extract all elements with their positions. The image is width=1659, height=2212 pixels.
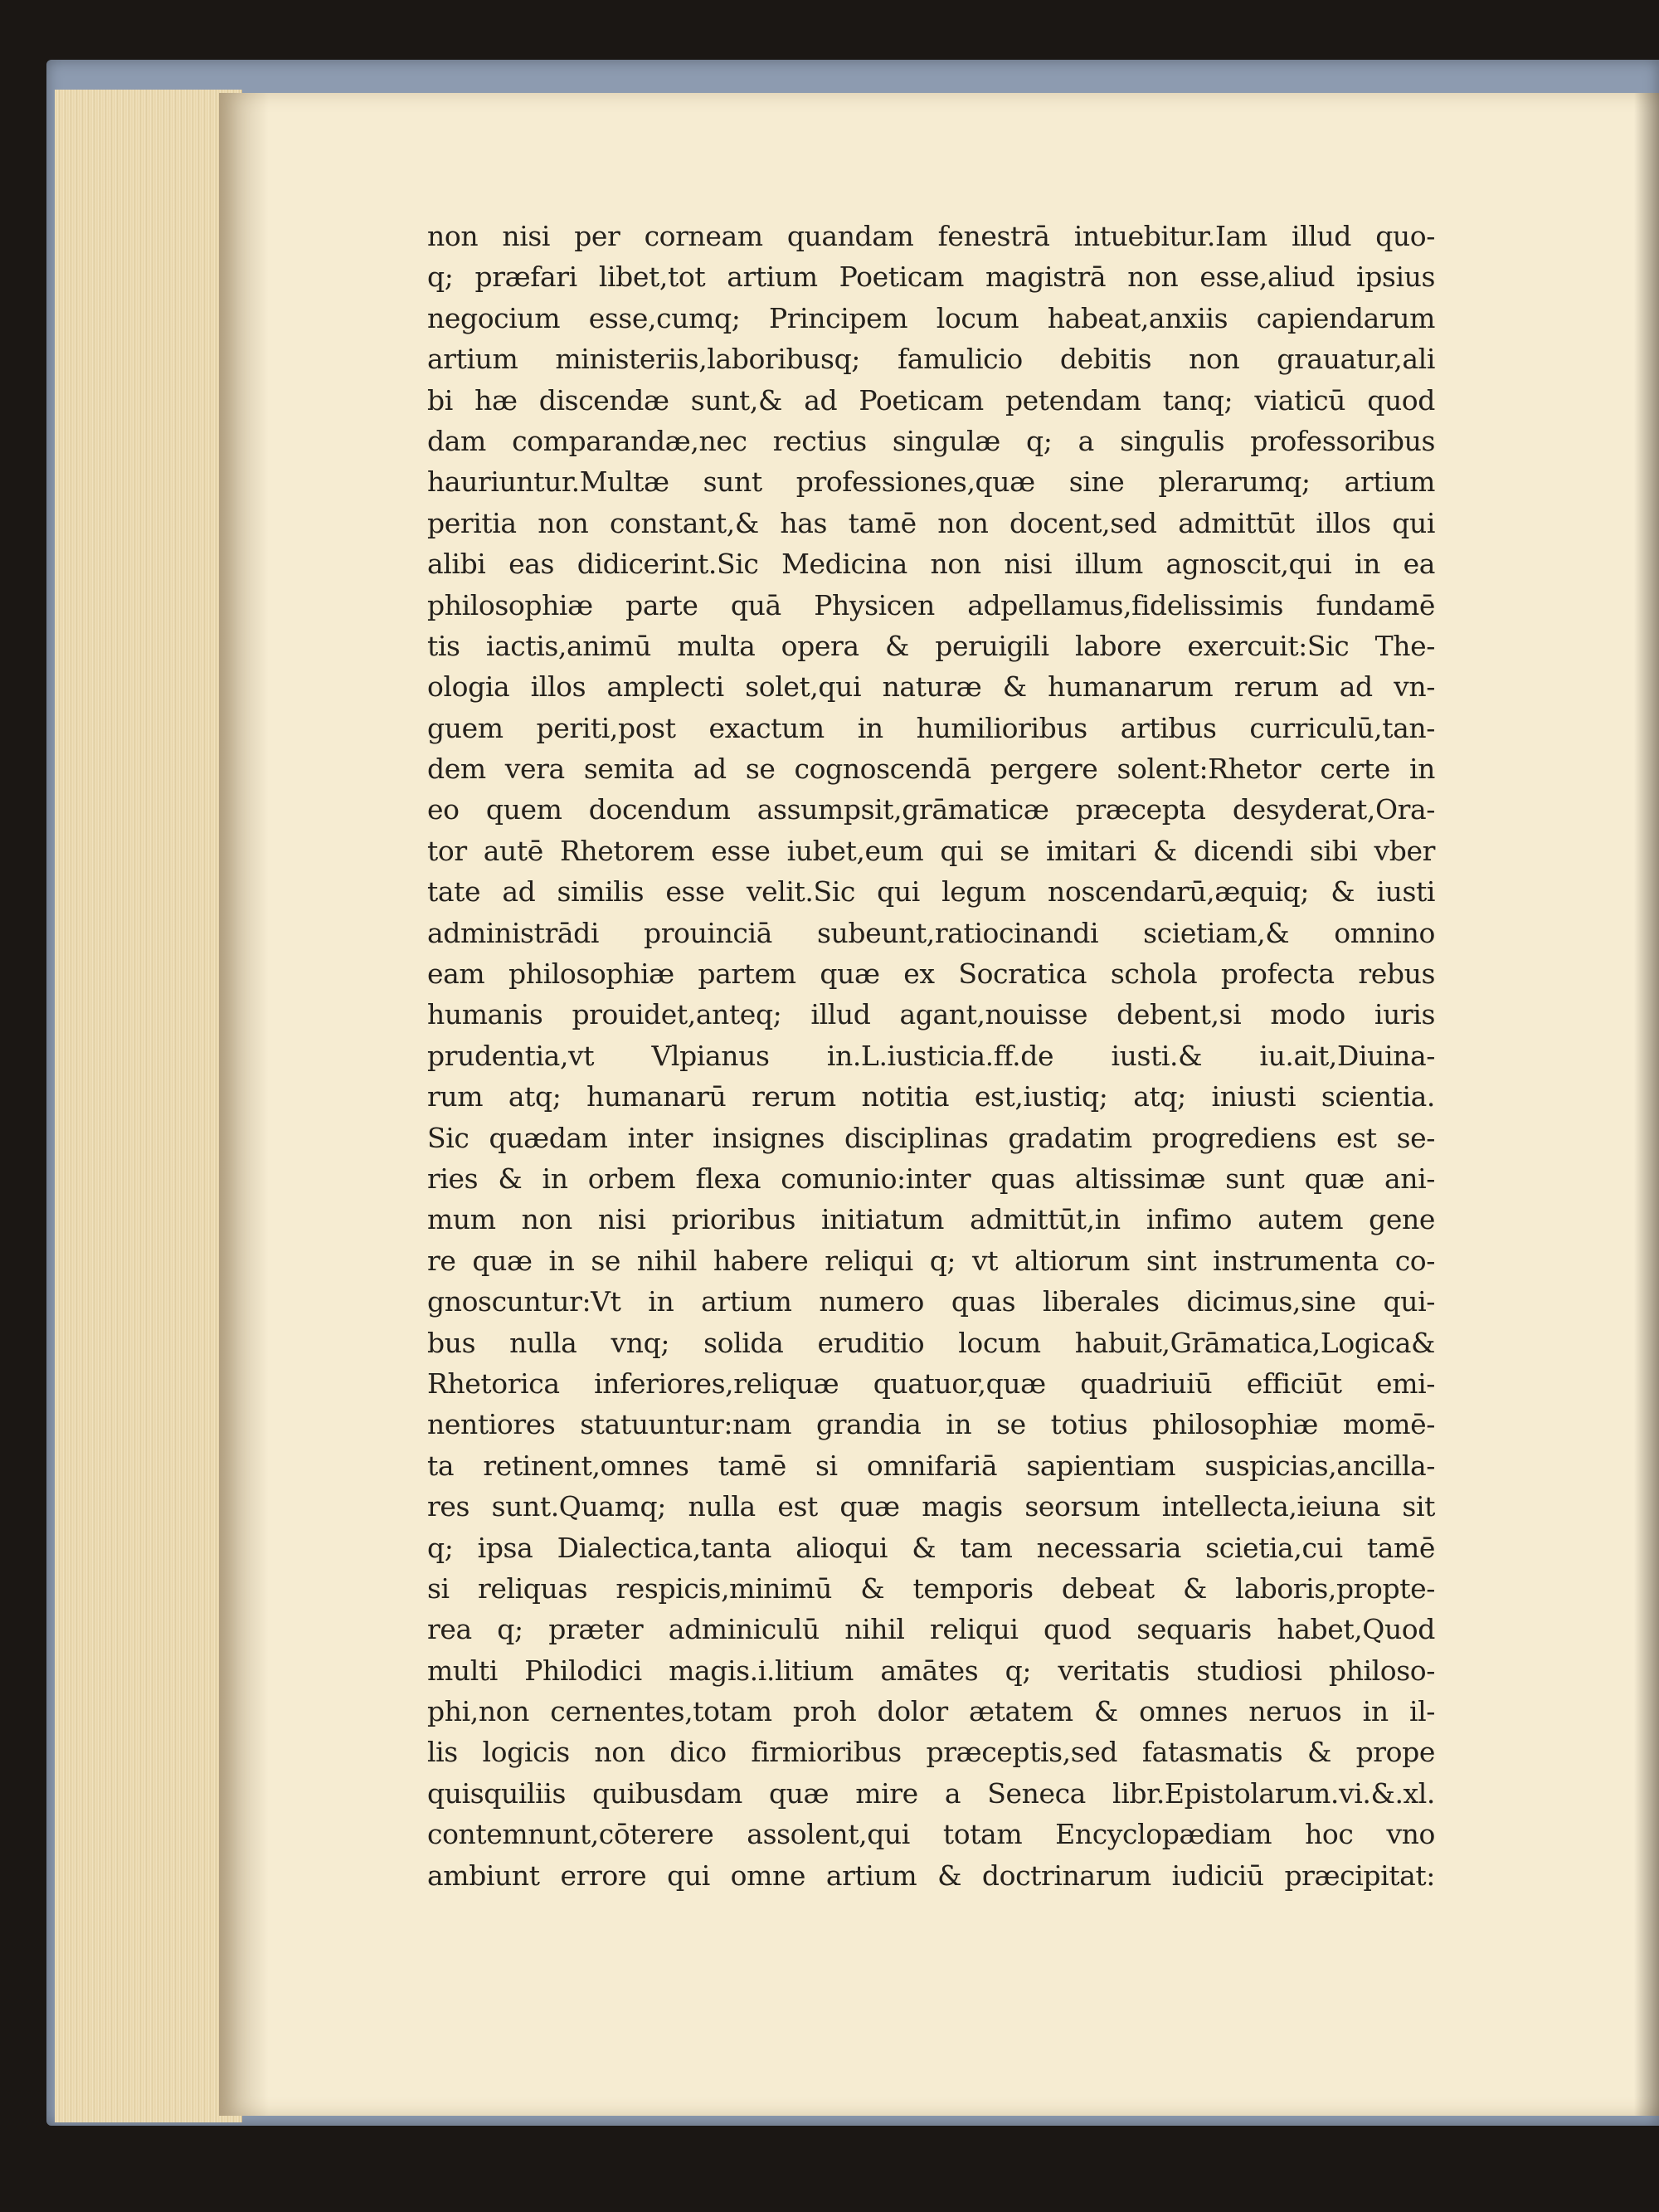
gutter-shadow xyxy=(219,93,269,2116)
text-line: quisquiliis quibusdam quæ mire a Seneca libr.Epistolarum.vi.&.xl. xyxy=(427,1776,1435,1810)
text-line: tor autē Rhetorem esse iubet,eum qui se imitari & dicendi sibi vber xyxy=(427,834,1435,867)
text-line: dam comparandæ,nec rectius singulæ q; a singulis professoribus xyxy=(427,424,1435,457)
text-line: mum non nisi prioribus initiatum admittūt,in infimo autem gene xyxy=(427,1203,1435,1236)
text-line: eam philosophiæ partem quæ ex Socratica schola profecta rebus xyxy=(427,957,1435,991)
text-line: artium ministeriis,laboribusq; famulicio debitis non grauatur,ali xyxy=(427,343,1435,376)
text-line: ries & in orbem flexa comunio:inter quas altissimæ sunt quæ ani- xyxy=(427,1162,1435,1195)
page-edge-shadow xyxy=(1634,93,1659,2116)
text-line: multi Philodici magis.i.litium amātes q; veritatis studiosi philoso- xyxy=(427,1654,1435,1687)
text-line: bi hæ discendæ sunt,& ad Poeticam petendam tanq; viaticū quod xyxy=(427,383,1435,417)
text-line: ambiunt errore qui omne artium & doctrinarum iudiciū præcipitat: xyxy=(427,1859,1435,1892)
text-line: nentiores statuuntur:nam grandia in se totius philosophiæ momē- xyxy=(427,1408,1435,1441)
text-line: tate ad similis esse velit.Sic qui legum noscendarū,æquiq; & iusti xyxy=(427,875,1435,909)
text-line: ologia illos amplecti solet,qui naturæ & humanarum rerum ad vn- xyxy=(427,670,1435,704)
text-line: contemnunt,cōterere assolent,qui totam Encyclopædiam hoc vno xyxy=(427,1818,1435,1851)
text-line: dem vera semita ad se cognoscendā pergere solent:Rhetor certe in xyxy=(427,753,1435,786)
text-line: alibi eas didicerint.Sic Medicina non nisi illum agnoscit,qui in ea xyxy=(427,548,1435,581)
text-line: q; præfari libet,tot artium Poeticam magistrā non esse,aliud ipsius xyxy=(427,261,1435,294)
text-line: negocium esse,cumq; Principem locum habeat,anxiis capiendarum xyxy=(427,301,1435,334)
text-line: humanis prouidet,anteq; illud agant,nouisse debent,si modo iuris xyxy=(427,998,1435,1031)
text-line: prudentia,vt Vlpianus in.L.iusticia.ff.de iusti.& iu.ait,Diuina- xyxy=(427,1039,1435,1072)
text-line: lis logicis non dico firmioribus præceptis,sed fatasmatis & prope xyxy=(427,1736,1435,1769)
text-line: re quæ in se nihil habere reliqui q; vt altiorum sint instrumenta co- xyxy=(427,1244,1435,1277)
text-line: res sunt.Quamq; nulla est quæ magis seorsum intellecta,ieiuna sit xyxy=(427,1490,1435,1523)
text-line: non nisi per corneam quandam fenestrā intuebitur.Iam illud quo- xyxy=(427,220,1435,252)
text-line: Sic quædam inter insignes disciplinas gradatim progrediens est se- xyxy=(427,1121,1435,1154)
text-line: gnoscuntur:Vt in artium numero quas liberales dicimus,sine qui- xyxy=(427,1285,1435,1318)
text-line: rum atq; humanarū rerum notitia est,iustiq; atq; iniusti scientia. xyxy=(427,1080,1435,1113)
text-line: philosophiæ parte quā Physicen adpellamus,fidelissimis fundamē xyxy=(427,588,1435,621)
text-line: guem periti,post exactum in humilioribus artibus curriculū,tan- xyxy=(427,711,1435,744)
text-line: tis iactis,animū multa opera & peruigili labore exercuit:Sic The- xyxy=(427,629,1435,662)
text-line: ta retinent,omnes tamē si omnifariā sapientiam suspicias,ancilla- xyxy=(427,1449,1435,1482)
text-line: rea q; præter adminiculū nihil reliqui quod sequaris habet,Quod xyxy=(427,1613,1435,1646)
text-line: peritia non constant,& has tamē non docent,sed admittūt illos qui xyxy=(427,506,1435,539)
text-line: Rhetorica inferiores,reliquæ quatuor,quæ quadriuiū efficiūt emi- xyxy=(427,1367,1435,1400)
page-edges xyxy=(55,90,242,2122)
body-text xyxy=(427,216,1435,1896)
text-line: si reliquas respicis,minimū & temporis debeat & laboris,propte- xyxy=(427,1571,1435,1605)
text-line: bus nulla vnq; solida eruditio locum habuit,Grāmatica,Logica& xyxy=(427,1326,1435,1359)
text-line: phi,non cernentes,totam proh dolor ætatem & omnes neruos in il- xyxy=(427,1695,1435,1728)
text-line: q; ipsa Dialectica,tanta alioqui & tam necessaria scietia,cui tamē xyxy=(427,1531,1435,1564)
text-line: administrādi prouinciā subeunt,ratiocinandi scietiam,& omnino xyxy=(427,916,1435,949)
text-line: eo quem docendum assumpsit,grāmaticæ præcepta desyderat,Ora- xyxy=(427,793,1435,826)
text-line: hauriuntur.Multæ sunt professiones,quæ sine plerarumq; artium xyxy=(427,465,1435,499)
